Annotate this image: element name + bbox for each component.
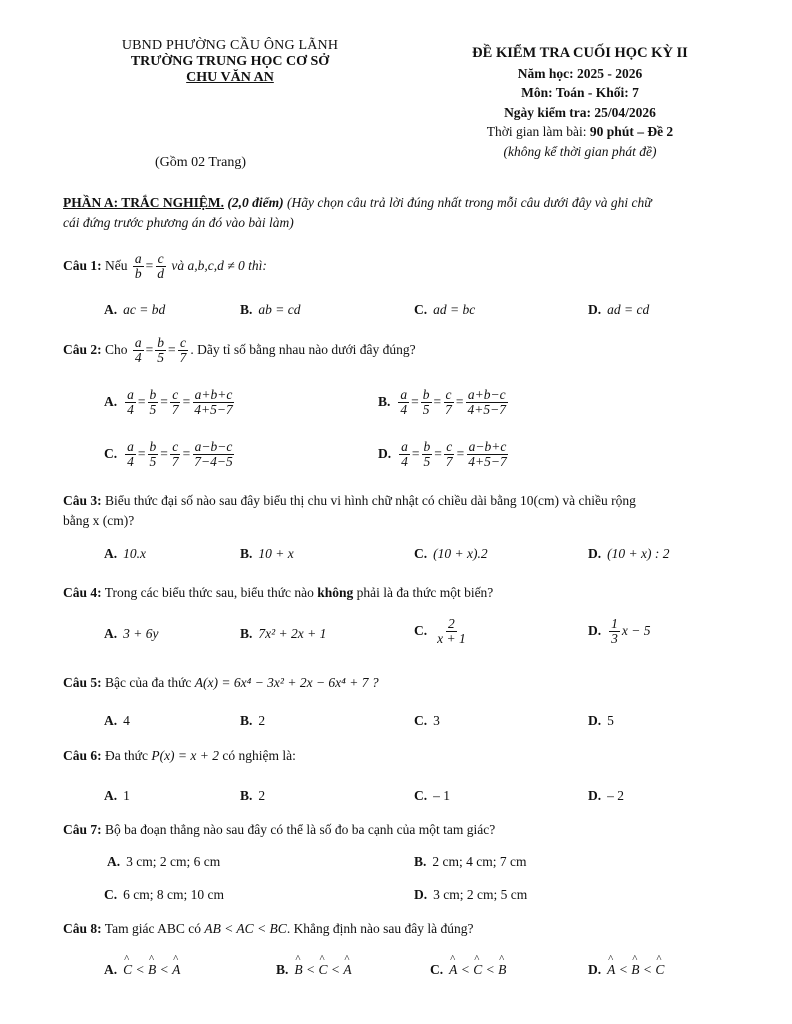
- fraction: $\frac{c}{7}$: [179, 335, 187, 366]
- q2-option-a[interactable]: A. $\frac{a}{4}$ = $\frac{b}{5}$ = $\frac{c}{7}$ = $\frac{a+b+c}{4+5-7}$: [104, 387, 233, 418]
- option-text: ad = bc: [433, 302, 476, 317]
- option-fraction: $\frac{2}{x + 1}$: [437, 616, 466, 647]
- fraction: $\frac{b}{5}$: [157, 335, 165, 366]
- q6-option-c[interactable]: [414, 788, 450, 804]
- subject: Môn: Toán - Khối: 7: [521, 85, 639, 100]
- option-label: B.: [378, 393, 391, 409]
- district-name: UBND PHƯỜNG CẦU ÔNG LÃNH: [121, 38, 339, 53]
- question-label: Câu 2:: [63, 341, 102, 357]
- angle-symbol: ^ C: [655, 962, 664, 978]
- question-text: Biểu thức đại số nào sau đây biểu thị chu vi hình chữ nhật có chiều dài bằng 10(cm) và chiều rộng: [105, 493, 636, 508]
- question-8: [63, 921, 474, 937]
- option-fraction: $\frac{a+b+c}{4+5-7}$: [194, 387, 233, 418]
- q7-option-a[interactable]: [107, 854, 220, 870]
- question-text: Đa thức: [105, 748, 148, 763]
- question-text-tail: có nghiệm là:: [222, 748, 296, 763]
- question-text-condition: và a,b,c,d ≠ 0 thì:: [171, 257, 267, 273]
- q2-option-d[interactable]: D. $\frac{a}{4}$ = $\frac{b}{5}$ = $\frac{c}{7}$ = $\frac{a-b+c}{4+5-7}$: [378, 439, 507, 470]
- angle-symbol: ^ A: [343, 962, 351, 978]
- question-text: Bộ ba đoạn thẳng nào sau đây có thể là số đo ba cạnh của một tam giác?: [105, 822, 496, 837]
- q4-option-a[interactable]: [104, 626, 158, 642]
- option-text: 10 + x: [258, 546, 294, 561]
- option-label: D.: [588, 713, 602, 728]
- option-label: A.: [104, 626, 118, 641]
- option-text: 5: [607, 713, 614, 728]
- question-text: Nếu: [105, 257, 128, 273]
- question-expression: A(x) = 6x⁴ − 3x² + 2x − 6x⁴ + 7 ?: [194, 675, 379, 690]
- option-label: A.: [104, 788, 118, 803]
- option-text: 3: [433, 713, 440, 728]
- q1-option-a[interactable]: [104, 302, 165, 318]
- q4-option-d[interactable]: [588, 617, 650, 646]
- option-label: D.: [588, 622, 602, 638]
- question-text: Trong các biểu thức sau, biểu thức nào: [104, 585, 318, 600]
- option-text: ^ B < ^ C < ^ A: [294, 962, 351, 977]
- question-text-tail: . Dãy tỉ số bằng nhau nào dưới đây đúng?: [190, 341, 416, 357]
- option-text: 3 cm; 2 cm; 5 cm: [433, 887, 528, 902]
- q3-option-a[interactable]: [104, 546, 146, 562]
- question-1: Câu 1: Nếu $\frac{a}{b}$ = $\frac{c}{d}$ và a,b,c,d ≠ 0 thì:: [63, 251, 267, 282]
- exam-date: [420, 103, 740, 123]
- option-label: C.: [414, 788, 428, 803]
- question-4: [63, 585, 493, 601]
- school-year: Năm học: 2025 - 2026: [517, 65, 643, 81]
- option-text: 4: [123, 713, 130, 728]
- question-label: Câu 3:: [63, 493, 102, 508]
- angle-symbol: ^ C: [123, 962, 132, 978]
- option-text: (10 + x) : 2: [607, 546, 670, 561]
- option-text: ad = cd: [607, 302, 650, 317]
- angle-symbol: ^ B: [498, 962, 506, 978]
- fraction-a-b: $\frac{a}{b}$: [134, 251, 142, 282]
- angle-symbol: ^ C: [319, 962, 328, 978]
- option-label: A.: [104, 546, 118, 561]
- option-text: 1: [123, 788, 130, 803]
- option-text: – 2: [607, 788, 624, 803]
- exam-time-value: 90 phút – Đề 2: [589, 124, 674, 139]
- option-label: B.: [240, 546, 253, 561]
- q8-option-b[interactable]: [276, 962, 352, 978]
- option-label: B.: [414, 854, 427, 869]
- question-text-2: bằng x (cm)?: [63, 513, 135, 528]
- option-text: ab = cd: [258, 302, 301, 317]
- exam-time-note: (không kể thời gian phát đề): [503, 143, 657, 159]
- q2-option-c[interactable]: C. $\frac{a}{4}$ = $\frac{b}{5}$ = $\frac{c}{7}$ = $\frac{a-b-c}{7-4-5}$: [104, 439, 233, 470]
- question-label: Câu 6:: [63, 748, 102, 763]
- option-text: x − 5: [621, 622, 651, 638]
- question-label: Câu 7:: [63, 822, 102, 837]
- angle-symbol: ^ A: [449, 962, 457, 978]
- option-text: 2 cm; 4 cm; 7 cm: [432, 854, 527, 869]
- option-label: B.: [240, 626, 253, 641]
- angle-symbol: ^ B: [294, 962, 302, 978]
- q6-option-d[interactable]: [588, 788, 624, 804]
- question-label: Câu 8:: [63, 921, 102, 936]
- question-7: [63, 822, 495, 838]
- option-label: D.: [588, 962, 602, 977]
- angle-symbol: ^ B: [631, 962, 639, 978]
- option-label: D.: [378, 445, 392, 461]
- option-text: ac = bd: [123, 302, 166, 317]
- option-label: C.: [430, 962, 444, 977]
- option-text: ^ A < ^ C < ^ B: [449, 962, 506, 977]
- q4-option-c[interactable]: [414, 617, 470, 646]
- option-fraction: $\frac{1}{3}$: [611, 616, 618, 647]
- exam-date-text: Ngày kiểm tra: 25/04/2026: [504, 104, 656, 120]
- q1-option-c[interactable]: [414, 302, 475, 318]
- q7-option-b[interactable]: [414, 854, 527, 870]
- question-text-tail: phải là đa thức một biến?: [353, 585, 494, 600]
- header-left: [70, 38, 390, 86]
- question-text: Bậc của đa thức: [105, 675, 192, 690]
- option-label: A.: [107, 854, 121, 869]
- option-text: 3 cm; 2 cm; 6 cm: [126, 854, 221, 869]
- option-label: C.: [414, 302, 428, 317]
- option-label: A.: [104, 393, 118, 409]
- section-a-title: PHẦN A: TRẮC NGHIỆM.: [63, 195, 225, 210]
- q7-option-c[interactable]: [104, 887, 224, 903]
- fraction-c-d: $\frac{c}{d}$: [157, 251, 165, 282]
- option-text: 2: [258, 713, 266, 728]
- option-label: D.: [588, 302, 602, 317]
- option-label: B.: [276, 962, 289, 977]
- section-a-instruction-2: cái đứng trước phương án đó vào bài làm): [63, 215, 294, 230]
- option-label: A.: [104, 962, 118, 977]
- q3-option-c[interactable]: [414, 546, 488, 562]
- q3-option-b[interactable]: [240, 546, 294, 562]
- q1-option-b[interactable]: [240, 302, 301, 318]
- q4-option-b[interactable]: [240, 626, 326, 642]
- angle-symbol: ^ C: [473, 962, 482, 978]
- option-label: C.: [104, 445, 118, 461]
- angle-symbol: ^ A: [607, 962, 615, 978]
- option-fraction: $\frac{a-b-c}{7-4-5}$: [194, 439, 233, 470]
- option-label: B.: [240, 788, 253, 803]
- question-expression: AB < AC < BC: [204, 921, 287, 936]
- option-label: C.: [104, 887, 118, 902]
- option-text: 3 + 6y: [123, 626, 159, 641]
- option-text: – 1: [433, 788, 450, 803]
- question-label: Câu 4:: [63, 585, 102, 600]
- option-text: ^ A < ^ B < ^ C: [607, 962, 664, 977]
- q8-option-a[interactable]: [104, 962, 180, 978]
- question-6: [63, 748, 296, 764]
- option-label: A.: [104, 302, 118, 317]
- option-fraction: $\frac{a+b-c}{4+5-7}$: [467, 387, 506, 418]
- option-label: B.: [240, 302, 253, 317]
- q5-option-b[interactable]: [240, 713, 265, 729]
- q8-option-d[interactable]: [588, 962, 664, 978]
- question-text: Cho: [105, 341, 128, 357]
- option-text: ^ C < ^ B < ^ A: [123, 962, 180, 977]
- angle-symbol: ^ B: [148, 962, 156, 978]
- page-count: (Gồm 02 Trang): [155, 155, 247, 170]
- option-text: 6 cm; 8 cm; 10 cm: [123, 887, 224, 902]
- option-label: D.: [588, 788, 602, 803]
- option-label: D.: [414, 887, 428, 902]
- option-text: 10.x: [123, 546, 146, 561]
- q3-option-d[interactable]: [588, 546, 669, 562]
- question-expression: P(x) = x + 2: [151, 748, 220, 763]
- q6-option-b[interactable]: [240, 788, 265, 804]
- school-type: TRƯỜNG TRUNG HỌC CƠ SỞ: [130, 54, 330, 69]
- q1-option-d[interactable]: [588, 302, 649, 318]
- school-name: CHU VĂN AN: [186, 70, 274, 85]
- q5-option-a[interactable]: [104, 713, 130, 729]
- angle-symbol: ^ A: [172, 962, 180, 978]
- option-fraction: $\frac{a-b+c}{4+5-7}$: [468, 439, 507, 470]
- exam-time: [420, 122, 740, 142]
- option-label: D.: [588, 546, 602, 561]
- option-text: (10 + x).2: [433, 546, 488, 561]
- question-2: Câu 2: Cho $\frac{a}{4}$ = $\frac{b}{5}$ = $\frac{c}{7}$ . Dãy tỉ số bằng nhau nào dưới đây đúng?: [63, 335, 416, 366]
- section-a-heading: [63, 193, 753, 233]
- q8-option-c[interactable]: [430, 962, 506, 978]
- q6-option-a[interactable]: [104, 788, 130, 804]
- question-text-emphasis: không: [317, 585, 354, 600]
- q7-option-d[interactable]: [414, 887, 527, 903]
- question-text-tail: . Khẳng định nào sau đây là đúng?: [286, 921, 474, 936]
- question-label: Câu 1:: [63, 257, 102, 273]
- exam-title: ĐỀ KIỂM TRA CUỐI HỌC KỲ II: [472, 45, 688, 61]
- section-a-points: (2,0 điểm): [227, 195, 284, 210]
- question-3: [63, 491, 753, 531]
- question-label: Câu 5:: [63, 675, 102, 690]
- option-label: C.: [414, 713, 428, 728]
- section-a-instruction: (Hãy chọn câu trả lời đúng nhất trong mỗi câu dưới đây và ghi chữ: [287, 195, 652, 210]
- exam-time-prefix: Thời gian làm bài:: [486, 124, 590, 139]
- option-label: B.: [240, 713, 253, 728]
- option-text: 2: [258, 788, 266, 803]
- option-label: C.: [414, 546, 428, 561]
- header-right: [420, 44, 740, 161]
- question-5: [63, 675, 379, 691]
- fraction: $\frac{a}{4}$: [134, 335, 142, 366]
- q5-option-d[interactable]: [588, 713, 614, 729]
- q2-option-b[interactable]: B. $\frac{a}{4}$ = $\frac{b}{5}$ = $\frac{c}{7}$ = $\frac{a+b-c}{4+5-7}$: [378, 387, 506, 418]
- q5-option-c[interactable]: [414, 713, 440, 729]
- option-label: A.: [104, 713, 118, 728]
- option-label: C.: [414, 622, 428, 638]
- option-text: 7x² + 2x + 1: [258, 626, 327, 641]
- question-text: Tam giác ABC có: [104, 921, 201, 936]
